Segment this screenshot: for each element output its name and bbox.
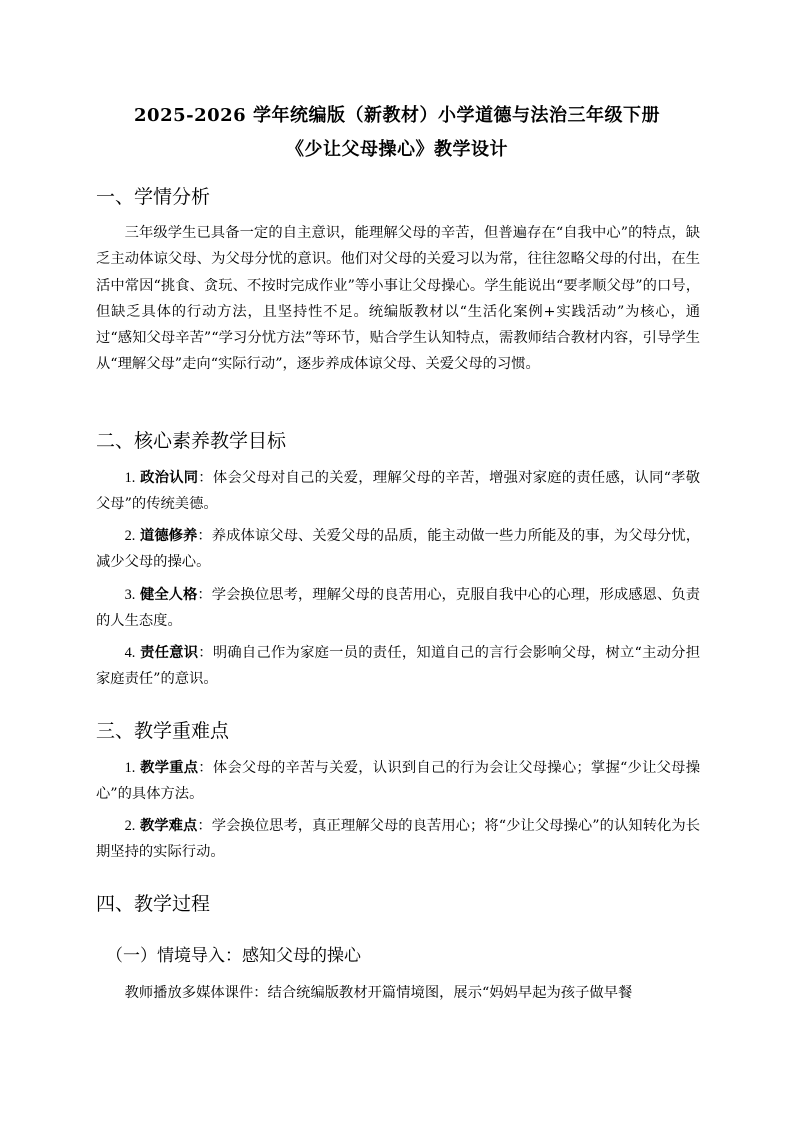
goal-item (96, 640, 700, 693)
goal-text: ：养成体谅父母、关爱父母的品质，能主动做一些力所能及的事，为父母分忧，减少父母的操心。 (96, 528, 701, 571)
goal-label: 健全人格 (139, 587, 198, 603)
goal-item (96, 523, 700, 576)
student-analysis-paragraph: 三年级学生已具备一定的自主意识，能理解父母的辛苦，但普遍存在“自我中心”的特点，缺乏主动体谅父母、为父母分忧的意识。他们对父母的关爱习以为常，往往忽略父母的付出，在生活中常因“挑食、贪玩、不按时完成作业”等小事让父母操心。学生能说出“要孝顺父母”的口号，但缺乏具体的行动方法，且坚持性不足。统编版教材以“生活化案例+实践活动”为核心，通过“感知父母辛苦”“学习分忧方法”等环节，贴合学生认知特点，需教师结合教材内容，引导学生从“理解父母”走向“实际行动”，逐步养成体谅父母、关爱父母的习惯。 (96, 225, 700, 373)
goal-text: ：体会父母对自己的关爱，理解父母的辛苦，增强对家庭的责任感，认同“孝敬父母”的传统美德。 (96, 470, 701, 513)
section-heading-teaching-goals: 二、核心素养教学目标 (96, 430, 287, 452)
goal-number: 2. (124, 528, 136, 544)
section-heading-key-points: 三、教学重难点 (96, 720, 230, 742)
key-point-item (96, 755, 700, 808)
section-heading-student-analysis: 一、学情分析 (96, 186, 211, 208)
goal-number: 1. (124, 470, 136, 486)
section-heading-teaching-process: 四、教学过程 (96, 893, 211, 915)
document-title-line-2: 《少让父母操心》教学设计 (286, 139, 508, 160)
goal-label: 道德修养 (139, 528, 198, 544)
goal-label: 政治认同 (140, 470, 199, 486)
key-point-text: ：体会父母的辛苦与关爱，认识到自己的行为会让父母操心；掌握“少让父母操心”的具体方法。 (96, 760, 701, 803)
key-point-label: 教学重点 (140, 760, 199, 776)
key-point-number: 2. (124, 818, 136, 834)
goal-item (96, 582, 700, 635)
key-point-number: 1. (124, 760, 136, 776)
goal-label: 责任意识 (140, 645, 199, 661)
goal-number: 4. (124, 645, 136, 661)
key-point-item (96, 813, 700, 866)
situation-intro-paragraph: 教师播放多媒体课件：结合统编版教材开篇情境图，展示“妈妈早起为孩子做早餐 (124, 985, 633, 1001)
key-point-label: 教学难点 (139, 818, 198, 834)
goal-text: ：学会换位思考，理解父母的良苦用心，克服自我中心的心理，形成感恩、负责的人生态度。 (96, 587, 701, 630)
sub-heading-situation-intro: （一）情境导入：感知父母的操心 (106, 946, 361, 966)
goal-number: 3. (124, 587, 136, 603)
key-point-text: ：学会换位思考，真正理解父母的良苦用心；将“少让父母操心”的认知转化为长期坚持的实际行动。 (96, 818, 701, 861)
document-title-line-1: 2025-2026 学年统编版（新教材）小学道德与法治三年级下册 (134, 105, 660, 126)
goal-item (96, 465, 700, 518)
goal-text: ：明确自己作为家庭一员的责任，知道自己的言行会影响父母，树立“主动分担家庭责任”的意识。 (96, 645, 701, 688)
